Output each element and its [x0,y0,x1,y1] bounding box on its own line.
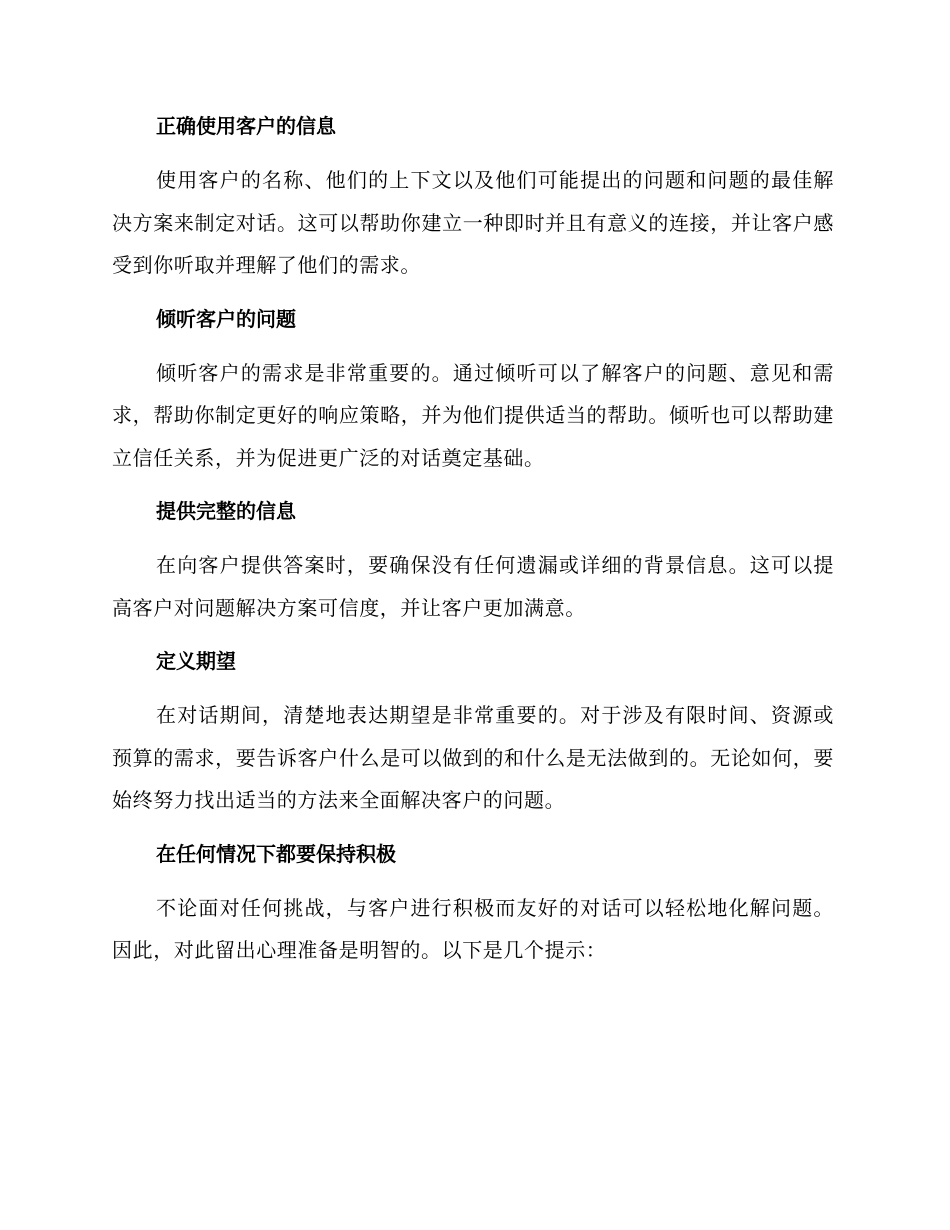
section-paragraph: 在向客户提供答案时，要确保没有任何遗漏或详细的背景信息。这可以提高客户对问题解决方案可信度，并让客户更加满意。 [112,553,834,620]
section-paragraph: 在对话期间，清楚地表达期望是非常重要的。对于涉及有限时间、资源或预算的需求，要告诉客户什么是可以做到的和什么是无法做到的。无论如何，要始终努力找出适当的方法来全面解决客户的问题。 [112,703,834,812]
section-paragraph: 倾听客户的需求是非常重要的。通过倾听可以了解客户的问题、意见和需求，帮助你制定更好的响应策略，并为他们提供适当的帮助。倾听也可以帮助建立信任关系，并为促进更广泛的对话奠定基础。 [112,360,834,470]
document-content [112,106,834,984]
section-paragraph: 不论面对任何挑战，与客户进行积极而友好的对话可以轻松地化解问题。因此，对此留出心理准备是明智的。以下是几个提示： [112,895,834,962]
section-title: 倾听客户的问题 [156,306,296,331]
section-title: 定义期望 [156,649,236,673]
section-title: 提供完整的信息 [156,499,296,523]
section-title: 在任何情况下都要保持积极 [156,841,396,866]
section-title: 正确使用客户的信息 [156,114,336,138]
section-paragraph: 使用客户的名称、他们的上下文以及他们可能提出的问题和问题的最佳解决方案来制定对话。这可以帮助你建立一种即时并且有意义的连接，并让客户感受到你听取并理解了他们的需求。 [112,168,834,277]
